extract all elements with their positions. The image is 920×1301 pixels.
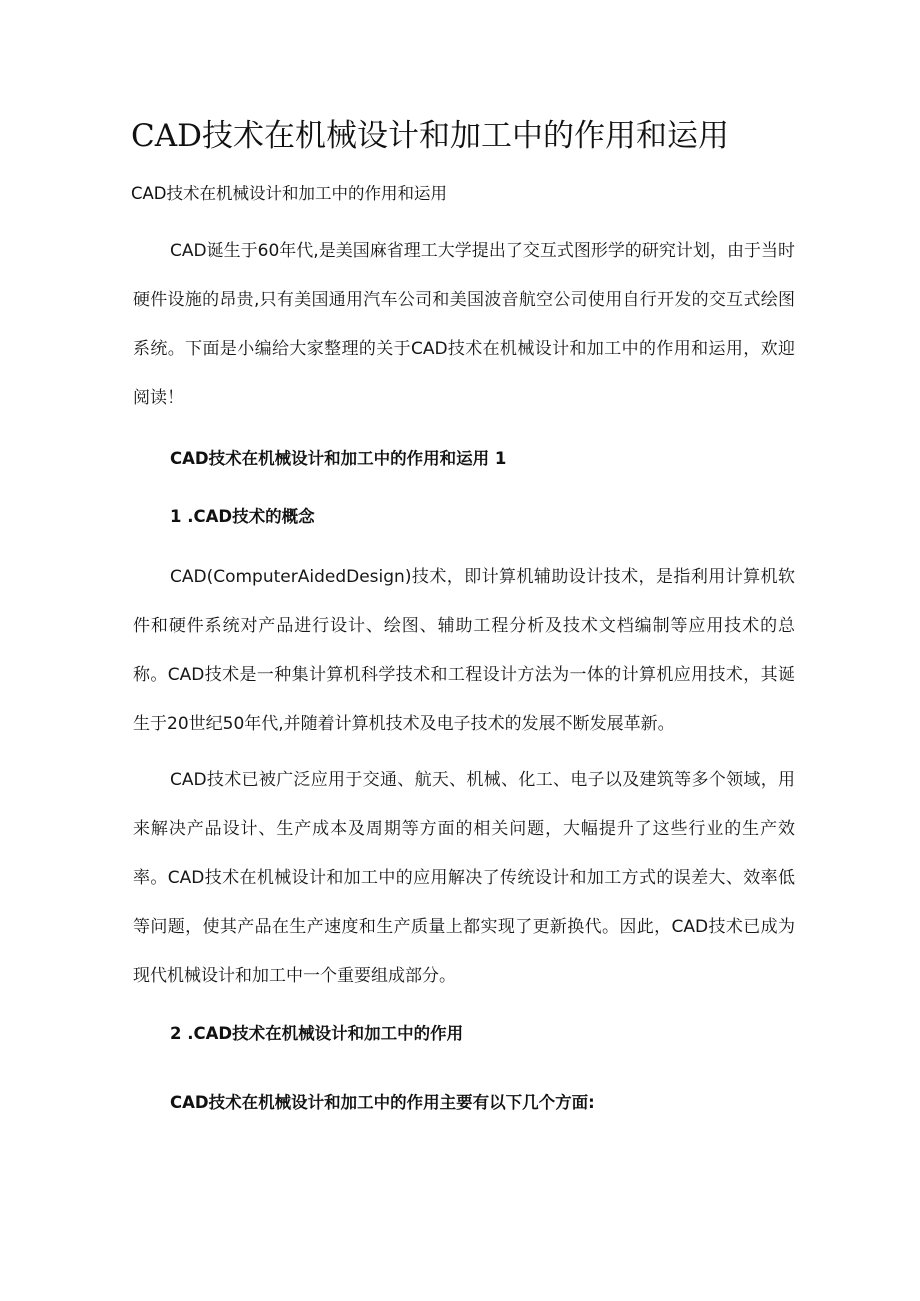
section-heading-1: CAD技术在机械设计和加工中的作用和运用 1 [170,449,507,468]
document-subtitle: CAD技术在机械设计和加工中的作用和运用 [131,184,448,203]
concept-paragraph: CAD(ComputerAidedDesign)技术，即计算机辅助设计技术，是指利用计算机软件和硬件系统对产品进行设计、绘图、辅助工程分析及技术文档编制等应用技术的总称。CAD技术是一种集计算机科学技术和工程设计方法为一体的计算机应用技术，其诞生于20世纪50年代,并随着计算机技术及电子技术的发展不断发展革新。 [133,567,795,734]
document-title: CAD技术在机械设计和加工中的作用和运用 [131,118,729,154]
intro-paragraph: CAD诞生于60年代,是美国麻省理工大学提出了交互式图形学的研究计划，由于当时硬件设施的昂贵,只有美国通用汽车公司和美国波音航空公司使用自行开发的交互式绘图系统。下面是小编给大家整理的关于CAD技术在机械设计和加工中的作用和运用，欢迎阅读！ [133,241,795,408]
concept-heading: 1 .CAD技术的概念 [170,507,315,526]
role-intro: CAD技术在机械设计和加工中的作用主要有以下几个方面: [170,1093,595,1112]
role-heading: 2 .CAD技术在机械设计和加工中的作用 [170,1024,464,1043]
application-paragraph: CAD技术已被广泛应用于交通、航天、机械、化工、电子以及建筑等多个领域，用来解决产品设计、生产成本及周期等方面的相关问题，大幅提升了这些行业的生产效率。CAD技术在机械设计和加工中的应用解决了传统设计和加工方式的误差大、效率低等问题，使其产品在生产速度和生产质量上都实现了更新换代。因此，CAD技术已成为现代机械设计和加工中一个重要组成部分。 [133,770,795,986]
